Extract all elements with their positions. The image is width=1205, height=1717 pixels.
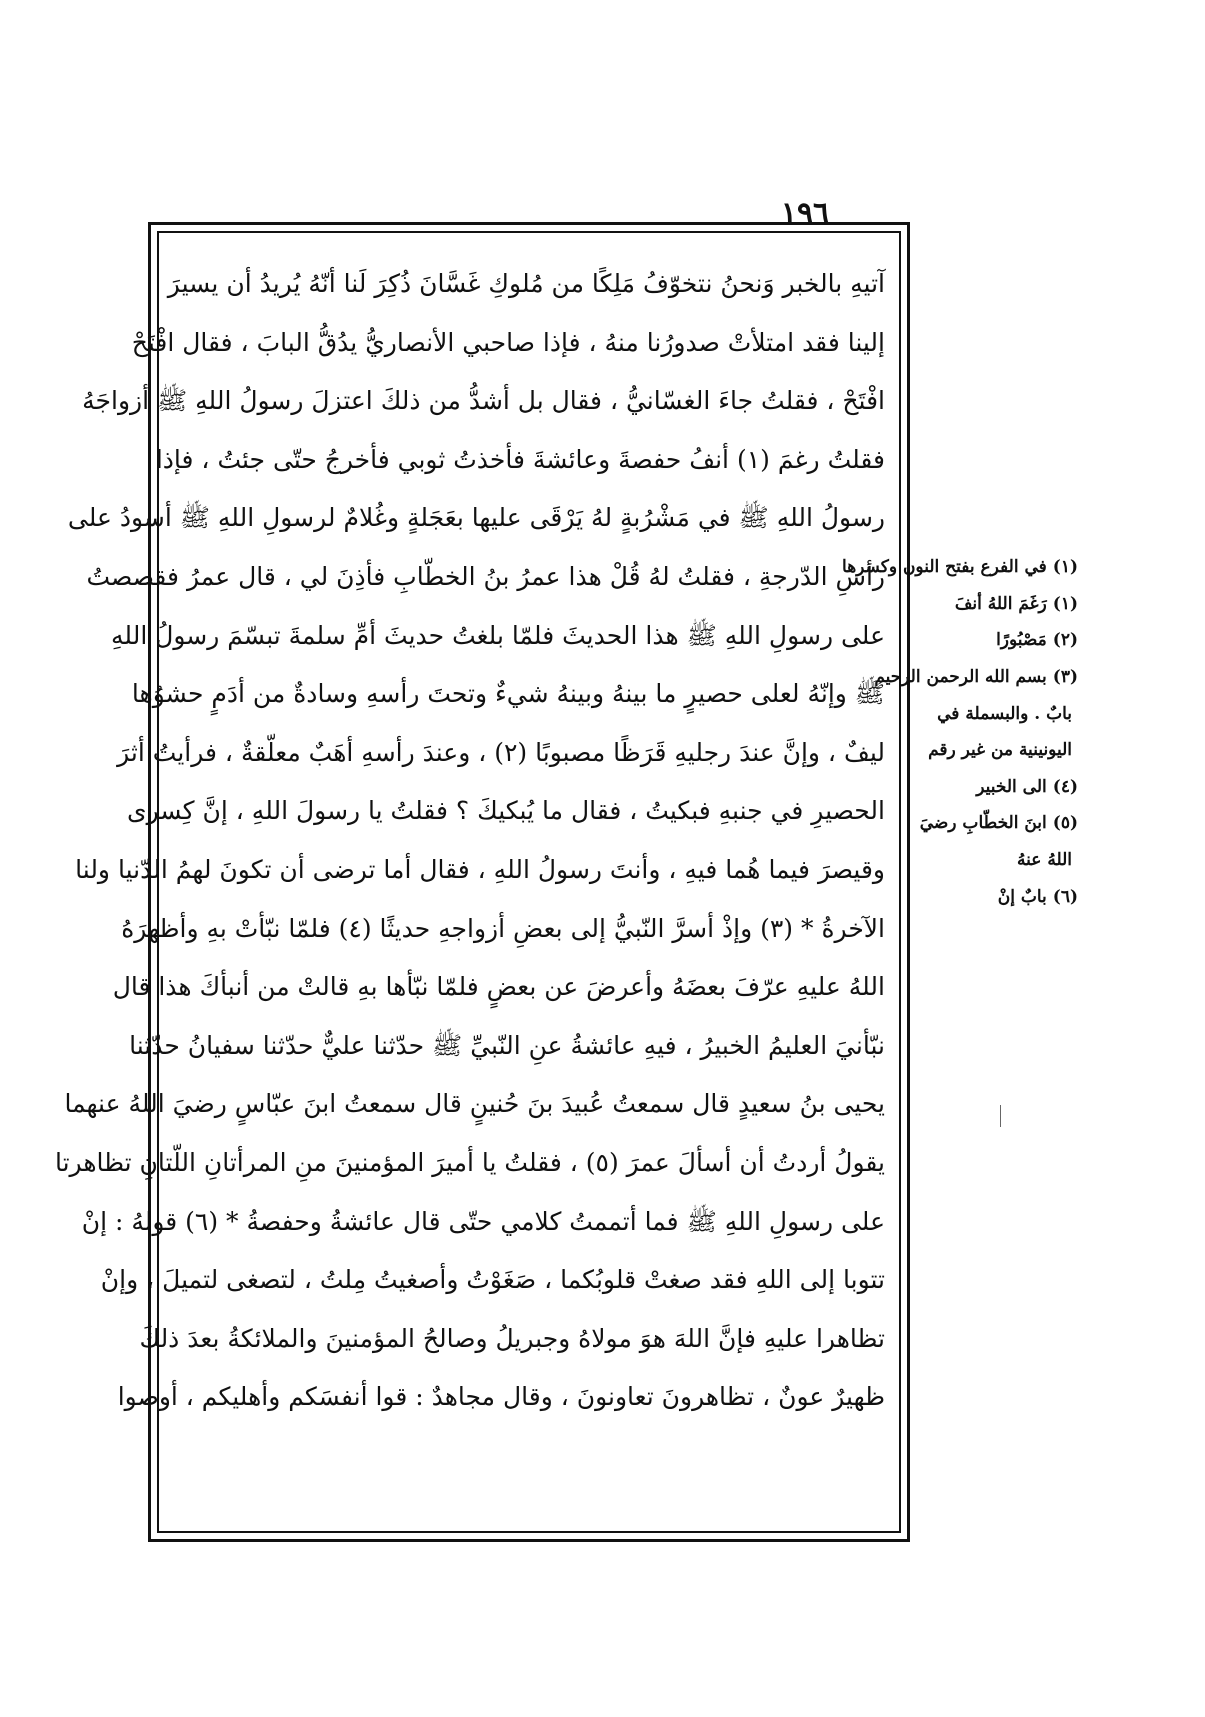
text-line: افْتَحْ ، فقلتُ جاءَ الغسّانيُّ ، فقال بل أشدُّ من ذلكَ اعتزلَ رسولُ اللهِ ﷺ أزواجَهُ [82, 386, 885, 416]
margin-note [888, 738, 1078, 763]
note-number: (٦) [1052, 886, 1078, 907]
text-line: نبّأنيَ العليمُ الخبيرُ ، فيهِ عائشةُ عنِ النّبيِّ ﷺ حدّثنا عليٌّ حدّثنا سفيانُ حدّثنا [129, 1030, 885, 1060]
margin-note [842, 555, 1078, 580]
margin-note [888, 592, 1078, 617]
note-number: (٤) [1052, 776, 1078, 797]
margin-notes [842, 555, 1078, 921]
note-text: بابٌ . والبسملة في [937, 703, 1072, 724]
text-line: يقولُ أردتُ أن أسألَ عمرَ (٥) ، فقلتُ يا أميرَ المؤمنينَ منِ المرأتانِ اللّتانِ تظاهرتا [54, 1147, 885, 1177]
text-line: على رسولِ اللهِ ﷺ هذا الحديثَ فلمّا بلغتُ حديثَ أمِّ سلمةَ تبسّمَ رسولُ اللهِ [111, 620, 885, 650]
margin-note [888, 811, 1078, 836]
page-number: ١٩٦ [780, 196, 830, 231]
note-text: بابٌ إنْ [997, 886, 1047, 907]
note-text: اللهُ عنهُ [1017, 850, 1072, 871]
text-line: اللهُ عليهِ عرّفَ بعضَهُ وأعرضَ عن بعضٍ فلمّا نبّأها بهِ قالتْ من أنبأكَ هذا قال [112, 972, 885, 1002]
main-text-block [54, 255, 885, 1427]
text-line: يحيى بنُ سعيدٍ قال سمعتُ عُبيدَ بنَ حُنينٍ قال سمعتُ ابنَ عبّاسٍ رضيَ اللهُ عنهما [64, 1089, 885, 1119]
text-line: ﷺ وإنّهُ لعلى حصيرٍ ما بينهُ وبينهُ شيءٌ وتحتَ رأسهِ وسادةٌ من أدَمٍ حشوُها [131, 679, 885, 709]
note-text: مَصْبُورًا [996, 630, 1047, 651]
note-text: ابنَ الخطّابِ رضيَ [919, 813, 1047, 834]
text-frame [54, 222, 910, 1542]
text-line: ليفٌ ، وإنَّ عندَ رجليهِ قَرَظًا مصبوبًا (٢) ، وعندَ رأسهِ أهَبٌ معلّقةٌ ، فرأيتُ أثرَ [117, 737, 885, 767]
note-number: (١) [1052, 557, 1078, 577]
text-line: تتوبا إلى اللهِ فقد صغتْ قلوبُكما ، صَغَوْتُ وأصغيتُ مِلتُ ، لتصغى لتميلَ ، وإنْ [100, 1265, 885, 1295]
text-line: الآخرةُ * (٣) وإذْ أسرَّ النّبيُّ إلى بعضِ أزواجهِ حديثًا (٤) فلمّا نبّأتْ بهِ وأظهرَهُ [121, 913, 885, 943]
note-text: اليونينية من غير رقم [928, 740, 1072, 761]
margin-stray-mark [1000, 1105, 1001, 1127]
note-number: (٥) [1052, 813, 1078, 834]
text-line: إلينا فقد امتلأتْ صدورُنا منهُ ، فإذا صاحبي الأنصاريُّ يدُقُّ البابَ ، فقال افْتَحْ [131, 327, 885, 357]
margin-note [874, 665, 1078, 690]
note-text: الى الخبير [976, 776, 1047, 797]
text-line: وقيصرَ فيما هُما فيهِ ، وأنتَ رسولُ اللهِ ، فقال أما ترضى أن تكونَ لهمُ الدّنيا ولنا [75, 854, 885, 884]
note-text: في الفرع بفتح النون وكسرها [842, 557, 1047, 577]
note-text: رَغَمَ اللهُ أنفَ [954, 593, 1047, 614]
text-line: آتيهِ بالخبر وَنحنُ نتخوّفُ مَلِكًا من مُلوكِ غَسَّانَ ذُكِرَ لَنا أنّهُ يُريدُ أن يسيرَ [167, 269, 885, 298]
text-line: ظهيرٌ عونٌ ، تظاهرونَ تعاونونَ ، وقال مجاهدٌ : قوا أنفسَكم وأهليكم ، أوصوا [117, 1382, 885, 1412]
note-number: (٣) [1052, 666, 1078, 687]
text-line: تظاهرا عليهِ فإنَّ اللهَ هوَ مولاهُ وجبريلُ وصالحُ المؤمنينَ والملائكةُ بعدَ ذلكَ [139, 1323, 885, 1353]
margin-note [888, 848, 1078, 873]
text-line: على رسولِ اللهِ ﷺ فما أتممتُ كلامي حتّى قال عائشةُ وحفصةُ * (٦) قولهُ : إنْ [81, 1206, 885, 1236]
text-line: فقلتُ رغمَ (١) أنفُ حفصةَ وعائشةَ فأخذتُ ثوبي فأخرجُ حتّى جئتُ ، فإذا [155, 444, 885, 474]
text-line: رسولُ اللهِ ﷺ في مَشْرُبةٍ لهُ يَرْقَى عليها بعَجَلةٍ وغُلامٌ لرسولِ اللهِ ﷺ أسودُ على [67, 503, 885, 533]
text-line: الحصيرِ في جنبهِ فبكيتُ ، فقال ما يُبكيكَ ؟ فقلتُ يا رسولَ اللهِ ، إنَّ كِسرى [127, 796, 885, 826]
note-number: (١) [1052, 593, 1078, 614]
margin-note [888, 628, 1078, 653]
note-text: بسم الله الرحمن الرحيم [874, 666, 1047, 687]
margin-note [888, 775, 1078, 800]
margin-note [888, 702, 1078, 727]
note-number: (٢) [1052, 630, 1078, 651]
margin-note [888, 885, 1078, 910]
text-line: رأسِ الدّرجةِ ، فقلتُ لهُ قُلْ هذا عمرُ بنُ الخطّابِ فأذِنَ لي ، قال عمرُ فقصصتُ [86, 561, 885, 591]
